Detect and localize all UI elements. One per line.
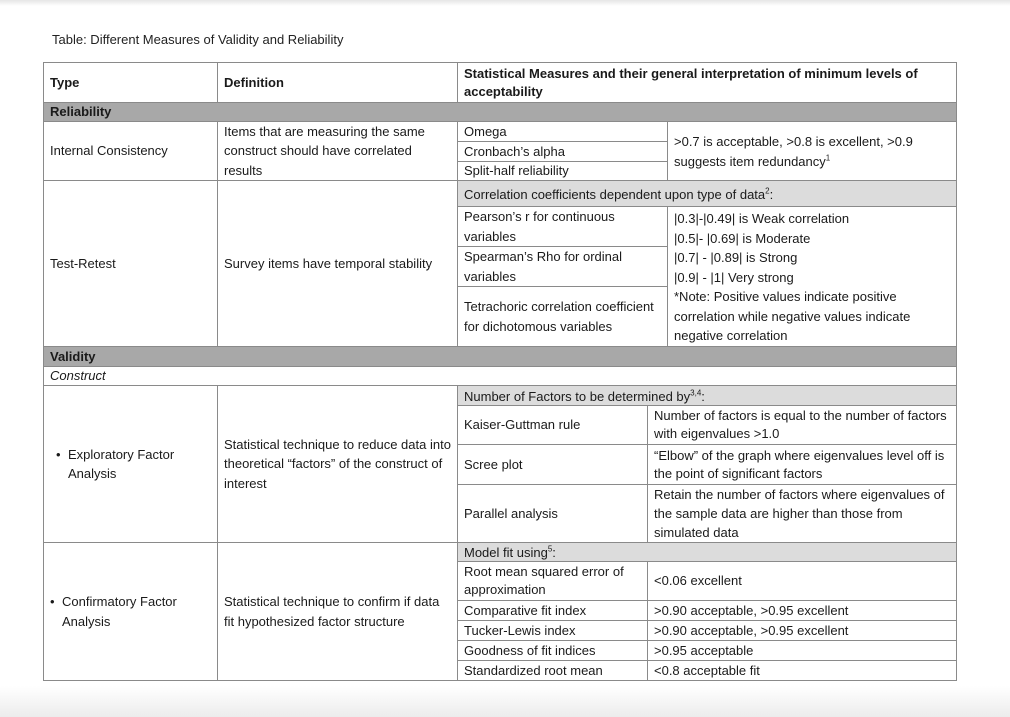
interp-strong: |0.7| - |0.89| is Strong <box>674 250 798 265</box>
header-definition: Definition <box>217 62 458 103</box>
interp-very-strong: |0.9| - |1| Very strong <box>674 269 794 285</box>
definition-test-retest: Survey items have temporal stability <box>217 180 458 347</box>
measure-omega: Omega <box>457 121 668 142</box>
interpretation-correlation <box>667 206 957 347</box>
subheader-text: Model fit using <box>464 545 548 560</box>
cfa-type-text: Confirmatory Factor Analysis <box>62 594 177 629</box>
interp-scree-plot: “Elbow” of the graph where eigenvalues level off is the point of significant factors <box>647 444 957 485</box>
interp-parallel-analysis: Retain the number of factors where eigenvalues of the sample data are higher than those from simulated data <box>647 484 957 543</box>
subheader-text: Number of Factors to be determined by <box>464 389 691 404</box>
subheader-text: Correlation coefficients dependent upon type of data <box>464 187 766 202</box>
interp-cfi: >0.90 acceptable, >0.95 excellent <box>647 600 957 621</box>
measure-scree-plot: Scree plot <box>457 444 648 485</box>
interp-srmr: <0.8 acceptable fit <box>647 660 957 681</box>
header-type: Type <box>43 62 218 103</box>
subheader-model-fit <box>457 542 957 562</box>
measure-split-half: Split-half reliability <box>457 161 668 181</box>
efa-bullet-item <box>56 445 211 484</box>
top-shadow <box>0 0 1010 6</box>
section-reliability: Reliability <box>43 102 957 122</box>
measure-spearman: Spearman’s Rho for ordinal variables <box>457 246 668 287</box>
header-measures: Statistical Measures and their general interpretation of minimum levels of acceptability <box>457 62 957 103</box>
interp-kaiser-guttman: Number of factors is equal to the number of factors with eigenvalues >1.0 <box>647 405 957 445</box>
measure-cronbach-alpha: Cronbach’s alpha <box>457 141 668 162</box>
section-validity: Validity <box>43 346 957 367</box>
bottom-shadow <box>0 686 1010 717</box>
measure-rmsea: Root mean squared error of approximation <box>457 561 648 601</box>
subheader-correlation <box>457 180 957 207</box>
bullet-icon: • <box>50 594 55 609</box>
interp-moderate: |0.5|- |0.69| is Moderate <box>674 230 811 246</box>
measure-parallel-analysis: Parallel analysis <box>457 484 648 543</box>
footnote-marker: 5 <box>547 544 553 554</box>
measure-pearson: Pearson’s r for continuous variables <box>457 206 668 247</box>
interp-rmsea: <0.06 excellent <box>647 561 957 601</box>
definition-cfa: Statistical technique to confirm if data fit hypothesized factor structure <box>217 542 458 681</box>
cfa-bullet-item <box>50 592 211 631</box>
interpretation-text: >0.7 is acceptable, >0.8 is excellent, >0.9 suggests item redundancy <box>674 134 913 169</box>
bullet-icon: • <box>56 446 61 462</box>
interp-gfi: >0.95 acceptable <box>647 640 957 661</box>
type-efa <box>43 385 218 543</box>
measure-kaiser-guttman: Kaiser-Guttman rule <box>457 405 648 445</box>
footnote-marker: 2 <box>765 186 770 196</box>
efa-type-text: Exploratory Factor Analysis <box>68 446 175 481</box>
measure-tetrachoric: Tetrachoric correlation coefficient for dichotomous variables <box>457 286 668 347</box>
type-cfa <box>43 542 218 681</box>
interp-tli: >0.90 acceptable, >0.95 excellent <box>647 620 957 641</box>
interp-weak: |0.3|-|0.49| is Weak correlation <box>674 211 850 226</box>
measure-gfi: Goodness of fit indices <box>457 640 648 661</box>
subheader-colon: : <box>769 187 774 202</box>
footnote-marker: 1 <box>825 153 831 163</box>
footnote-marker: 3,4 <box>690 388 702 398</box>
subheader-colon: : <box>552 545 556 560</box>
type-test-retest: Test-Retest <box>43 180 218 347</box>
type-internal-consistency: Internal Consistency <box>43 121 218 181</box>
definition-efa: Statistical technique to reduce data into theoretical “factors” of the construct of interest <box>217 385 458 543</box>
subheader-colon: : <box>701 389 705 404</box>
table-caption: Table: Different Measures of Validity and Reliability <box>52 32 344 47</box>
measure-tli: Tucker-Lewis index <box>457 620 648 641</box>
subsection-construct: Construct <box>43 366 957 386</box>
interp-note: *Note: Positive values indicate positive correlation while negative values indicate negative correlation <box>674 289 911 343</box>
measure-srmr: Standardized root mean <box>457 660 648 681</box>
definition-internal-consistency: Items that are measuring the same construct should have correlated results <box>217 121 458 181</box>
interpretation-internal-consistency <box>667 121 957 181</box>
measure-cfi: Comparative fit index <box>457 600 648 621</box>
subheader-factors <box>457 385 957 406</box>
